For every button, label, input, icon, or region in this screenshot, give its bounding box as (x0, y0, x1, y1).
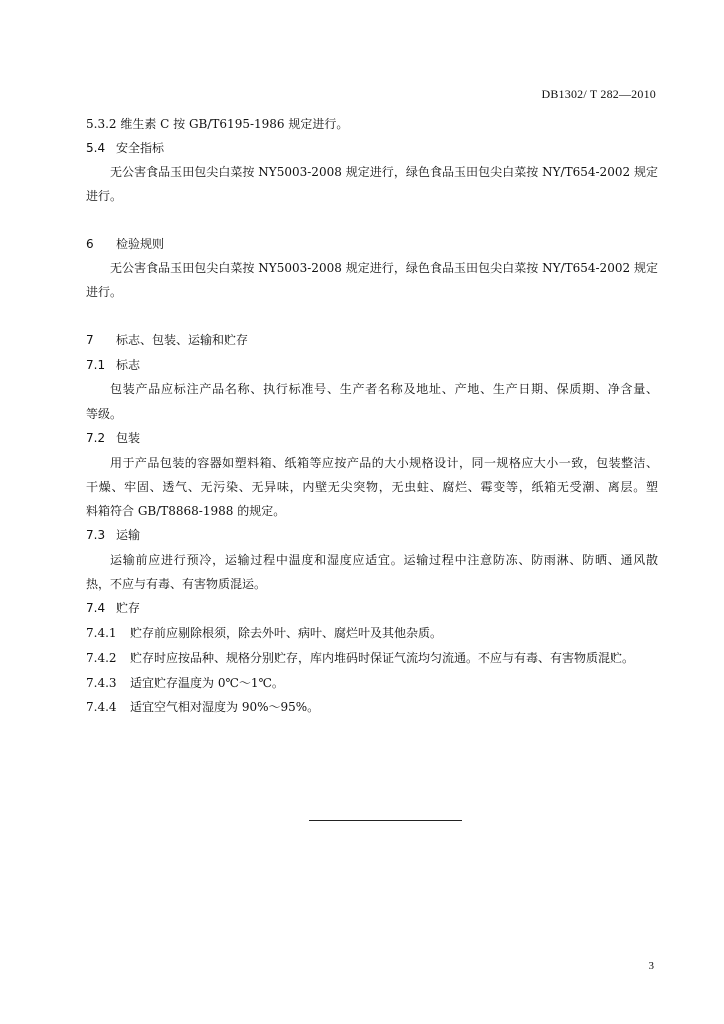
clause-number: 7.3 (86, 528, 106, 542)
clause-7-1-heading (86, 357, 658, 373)
paragraph-line: 热，不应与有毒、有害物质混运。 (86, 577, 267, 591)
page-number: 3 (648, 960, 654, 972)
paragraph-line: 进行。 (86, 285, 123, 299)
clause-5-3-2: 5.3.2 维生素 C 按 GB/T6195-1986 规定进行。 (86, 117, 349, 131)
paragraph-line: 无公害食品玉田包尖白菜按 NY5003-2008 规定进行，绿色食品玉田包尖白菜按 NY/T654-2002 规定 (110, 165, 658, 179)
clause-number: 7.2 (86, 431, 106, 445)
section-title: 标志、包装、运输和贮存 (116, 333, 249, 347)
section-7-heading (86, 332, 658, 348)
end-of-document-rule (309, 820, 462, 821)
section-title: 检验规则 (116, 237, 165, 251)
clause-7-3-heading (86, 527, 658, 543)
clause-title: 运输 (116, 528, 141, 542)
clause-title: 安全指标 (116, 141, 165, 155)
clause-number: 7.4.1 (86, 626, 117, 640)
paragraph-line: 用于产品包装的容器如塑料箱、纸箱等应按产品的大小规格设计，同一规格应大小一致，包装整洁、 (110, 456, 658, 470)
section-6-heading (86, 236, 658, 252)
paragraph-line: 干燥、牢固、透气、无污染、无异味，内壁无尖突物，无虫蛀、腐烂、霉变等，纸箱无受潮、离层。塑 (86, 480, 658, 494)
clause-text: 贮存时应按品种、规格分别贮存，库内堆码时保证气流均匀流通。不应与有毒、有害物质混贮。 (130, 651, 635, 665)
paragraph-line: 包装产品应标注产品名称、执行标准号、生产者名称及地址、产地、生产日期、保质期、净含量、 (110, 382, 658, 396)
section-number: 6 (86, 237, 94, 251)
clause-7-4-4 (86, 699, 658, 715)
paragraph-line: 无公害食品玉田包尖白菜按 NY5003-2008 规定进行，绿色食品玉田包尖白菜按 NY/T654-2002 规定 (110, 261, 658, 275)
paragraph-line: 等级。 (86, 407, 123, 421)
clause-5-4-heading (86, 140, 658, 156)
clause-7-2-heading (86, 430, 658, 446)
clause-number: 7.4.4 (86, 700, 117, 714)
document-code-header: DB1302/ T 282—2010 (541, 87, 656, 101)
paragraph-line: 进行。 (86, 189, 123, 203)
clause-title: 贮存 (116, 601, 141, 615)
clause-7-4-heading (86, 600, 658, 616)
paragraph-line: 运输前应进行预冷，运输过程中温度和湿度应适宜。运输过程中注意防冻、防雨淋、防晒、通风散 (110, 553, 658, 567)
clause-7-4-3 (86, 675, 658, 691)
paragraph-line: 料箱符合 GB/T8868-1988 的规定。 (86, 504, 286, 518)
clause-text: 贮存前应剔除根须，除去外叶、病叶、腐烂叶及其他杂质。 (130, 626, 443, 640)
clause-number: 7.1 (86, 358, 106, 372)
clause-number: 7.4 (86, 601, 106, 615)
clause-number: 5.4 (86, 141, 106, 155)
clause-title: 标志 (116, 358, 141, 372)
section-number: 7 (86, 333, 94, 347)
clause-7-4-1 (86, 625, 658, 641)
clause-number: 7.4.3 (86, 676, 117, 690)
clause-7-4-2 (86, 650, 658, 666)
clause-title: 包装 (116, 431, 141, 445)
clause-text: 适宜空气相对湿度为 90%～95%。 (130, 700, 320, 714)
clause-number: 7.4.2 (86, 651, 117, 665)
clause-text: 适宜贮存温度为 0℃～1℃。 (130, 676, 284, 690)
